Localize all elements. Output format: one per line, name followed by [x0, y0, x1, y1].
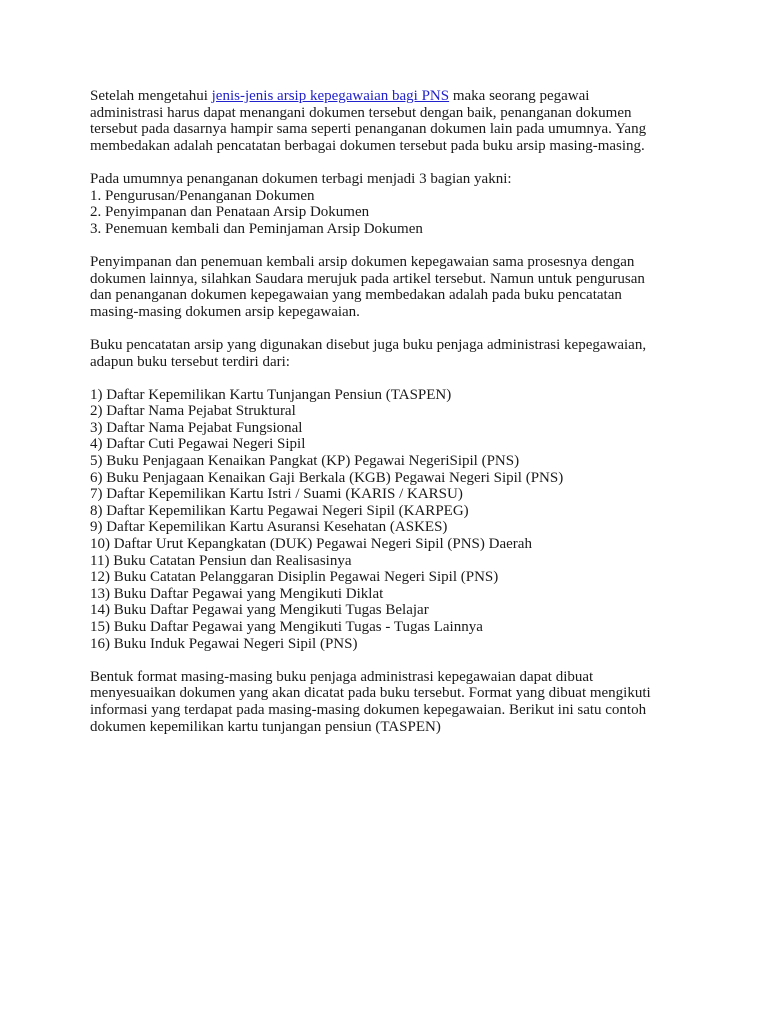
book-item: 14) Buku Daftar Pegawai yang Mengikuti Tugas Belajar — [90, 602, 429, 619]
book-item: 2) Daftar Nama Pejabat Struktural — [90, 403, 296, 420]
format-paragraph — [90, 669, 690, 735]
books-list — [90, 387, 690, 653]
intro-paragraph — [90, 88, 690, 154]
books-intro-line: adapun buku tersebut terdiri dari: — [90, 353, 290, 370]
book-item: 5) Buku Penjagaan Kenaikan Pangkat (KP) Pegawai NegeriSipil (PNS) — [90, 453, 520, 470]
book-item: 7) Daftar Kepemilikan Kartu Istri / Suami (KARIS / KARSU) — [90, 486, 463, 503]
paragraph-gap — [90, 237, 690, 254]
intro-prefix: Setelah mengetahui — [90, 88, 212, 104]
paragraph-gap — [90, 370, 690, 387]
storage-line: dokumen lainnya, silahkan Saudara merujuk pada artikel tersebut. Namun untuk pengurusan — [90, 270, 645, 287]
book-item: 1) Daftar Kepemilikan Kartu Tunjangan Pensiun (TASPEN) — [90, 386, 452, 403]
book-item: 3) Daftar Nama Pejabat Fungsional — [90, 419, 303, 436]
stage-item: 3. Penemuan kembali dan Peminjaman Arsip Dokumen — [90, 220, 423, 237]
paragraph-gap — [90, 154, 690, 171]
storage-line: Penyimpanan dan penemuan kembali arsip dokumen kepegawaian sama prosesnya dengan — [90, 253, 635, 270]
books-intro-paragraph — [90, 337, 690, 370]
storage-line: masing-masing dokumen arsip kepegawaian. — [90, 303, 360, 320]
format-line: menyesuaikan dokumen yang akan dicatat pada buku tersebut. Format yang dibuat mengikuti — [90, 685, 651, 702]
book-item: 8) Daftar Kepemilikan Kartu Pegawai Negeri Sipil (KARPEG) — [90, 502, 469, 519]
book-item: 15) Buku Daftar Pegawai yang Mengikuti Tugas - Tugas Lainnya — [90, 619, 483, 635]
book-item: 11) Buku Catatan Pensiun dan Realisasinya — [90, 552, 352, 569]
book-item: 13) Buku Daftar Pegawai yang Mengikuti Diklat — [90, 585, 384, 602]
stages-paragraph — [90, 171, 690, 237]
format-line: dokumen kepemilikan kartu tunjangan pensiun (TASPEN) — [90, 718, 441, 735]
document-body — [90, 88, 690, 735]
stage-item: 1. Pengurusan/Penanganan Dokumen — [90, 187, 315, 204]
intro-line: administrasi harus dapat menangani dokumen tersebut dengan baik, penanganan dokumen — [90, 104, 632, 121]
storage-line: dan penanganan dokumen kepegawaian yang membedakan adalah pada buku pencatatan — [90, 287, 622, 304]
storage-paragraph — [90, 254, 690, 320]
intro-line: tersebut pada dasarnya hampir sama seperti penanganan dokumen lain pada umumnya. Yang — [90, 121, 647, 138]
stage-item: 2. Penyimpanan dan Penataan Arsip Dokumen — [90, 204, 370, 221]
article-link[interactable]: jenis-jenis arsip kepegawaian bagi PNS — [211, 88, 450, 104]
book-item: 4) Daftar Cuti Pegawai Negeri Sipil — [90, 436, 306, 453]
stages-heading: Pada umumnya penanganan dokumen terbagi menjadi 3 bagian yakni: — [90, 170, 512, 187]
books-intro-line: Buku pencatatan arsip yang digunakan disebut juga buku penjaga administrasi kepegawaian, — [90, 336, 647, 353]
format-line: informasi yang terdapat pada masing-masing dokumen kepegawaian. Berikut ini satu contoh — [90, 701, 647, 718]
book-item: 12) Buku Catatan Pelanggaran Disiplin Pegawai Negeri Sipil (PNS) — [90, 569, 499, 586]
paragraph-gap — [90, 320, 690, 337]
book-item: 10) Daftar Urut Kepangkatan (DUK) Pegawai Negeri Sipil (PNS) Daerah — [90, 536, 532, 553]
book-item: 16) Buku Induk Pegawai Negeri Sipil (PNS) — [90, 635, 358, 652]
intro-suffix: maka seorang pegawai — [449, 88, 590, 104]
book-item: 9) Daftar Kepemilikan Kartu Asuransi Kesehatan (ASKES) — [90, 519, 448, 536]
intro-line: membedakan adalah pencatatan berbagai dokumen tersebut pada buku arsip masing-masing. — [90, 137, 645, 154]
format-line: Bentuk format masing-masing buku penjaga administrasi kepegawaian dapat dibuat — [90, 668, 594, 685]
paragraph-gap — [90, 652, 690, 669]
intro-line — [90, 88, 690, 105]
book-item: 6) Buku Penjagaan Kenaikan Gaji Berkala (KGB) Pegawai Negeri Sipil (PNS) — [90, 469, 564, 486]
